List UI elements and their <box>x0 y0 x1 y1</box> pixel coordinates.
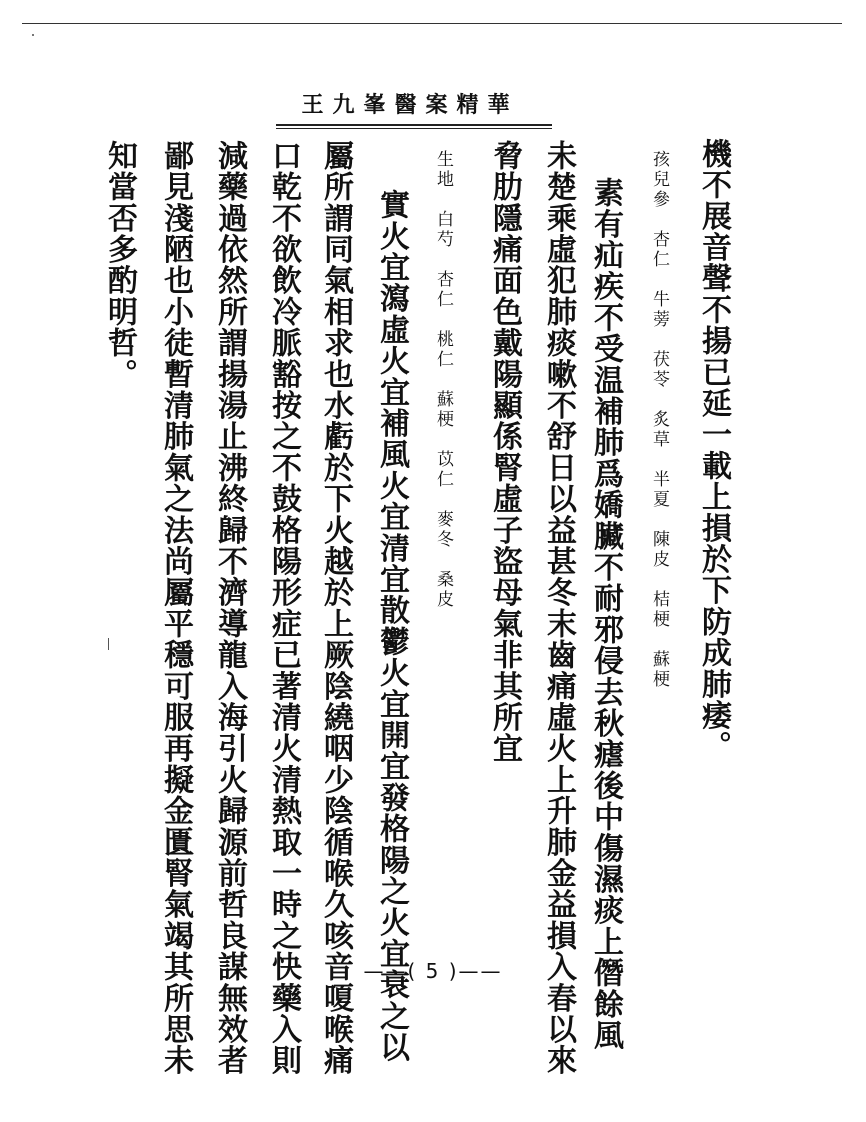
text-column-4: 脅肋隱痛面色戴陽顯係腎虛子盜母氣非其所宜 <box>487 140 522 764</box>
prescription-column-2: 生地 白芍 杏仁 桃仁 蘇梗 苡仁 麥冬 桑皮 <box>433 150 453 610</box>
text-column-8: 減藥過依然所謂揚湯止沸終歸不濟導龍入海引火歸源前哲良謀無效者 <box>212 140 247 1076</box>
text-column-1: 機不展音聲不揚已延一載上損於下防成肺痿。 <box>696 138 731 762</box>
text-column-5: 實火宜瀉虛火宜補風火宜清宜散鬱火宜開宜發格陽之火宜衰之以 <box>374 158 409 1063</box>
prescription-column-1: 孩兒參 杏仁 牛蒡 茯苓 炙草 半夏 陳皮 桔梗 蘇梗 <box>649 150 669 690</box>
top-rule <box>22 23 842 24</box>
text-column-7: 口乾不欲飲冷脈豁按之不鼓格陽形症已著清火清熱取一時之快藥入則 <box>266 140 301 1076</box>
text-column-6: 屬所謂同氣相求也水虧於下火越於上厥陰繞咽少陰循喉久咳音嗄喉痛 <box>318 140 353 1076</box>
scan-speck <box>32 34 34 36</box>
head-rule-thin <box>276 128 552 129</box>
text-column-10: 知當否多酌明哲。 <box>102 140 137 390</box>
margin-mark <box>108 638 109 650</box>
page-number: ——( 5 )—— <box>363 959 503 983</box>
text-column-3: 未楚乘虛犯肺痰嗽不舒日以益甚冬末齒痛虛火上升肺金益損入春以來 <box>541 140 576 1076</box>
text-column-2: 素有疝疾不受温補肺爲嬌臟不耐邪侵去秋瘧後中傷濕痰上僭餘風 <box>588 146 623 1051</box>
head-rule <box>276 124 552 126</box>
running-head: 王九峯醫案精華 <box>301 91 519 118</box>
text-column-9: 鄙見淺陋也小徒暫清肺氣之法尚屬平穩可服再擬金匱腎氣竭其所思未 <box>158 140 193 1076</box>
